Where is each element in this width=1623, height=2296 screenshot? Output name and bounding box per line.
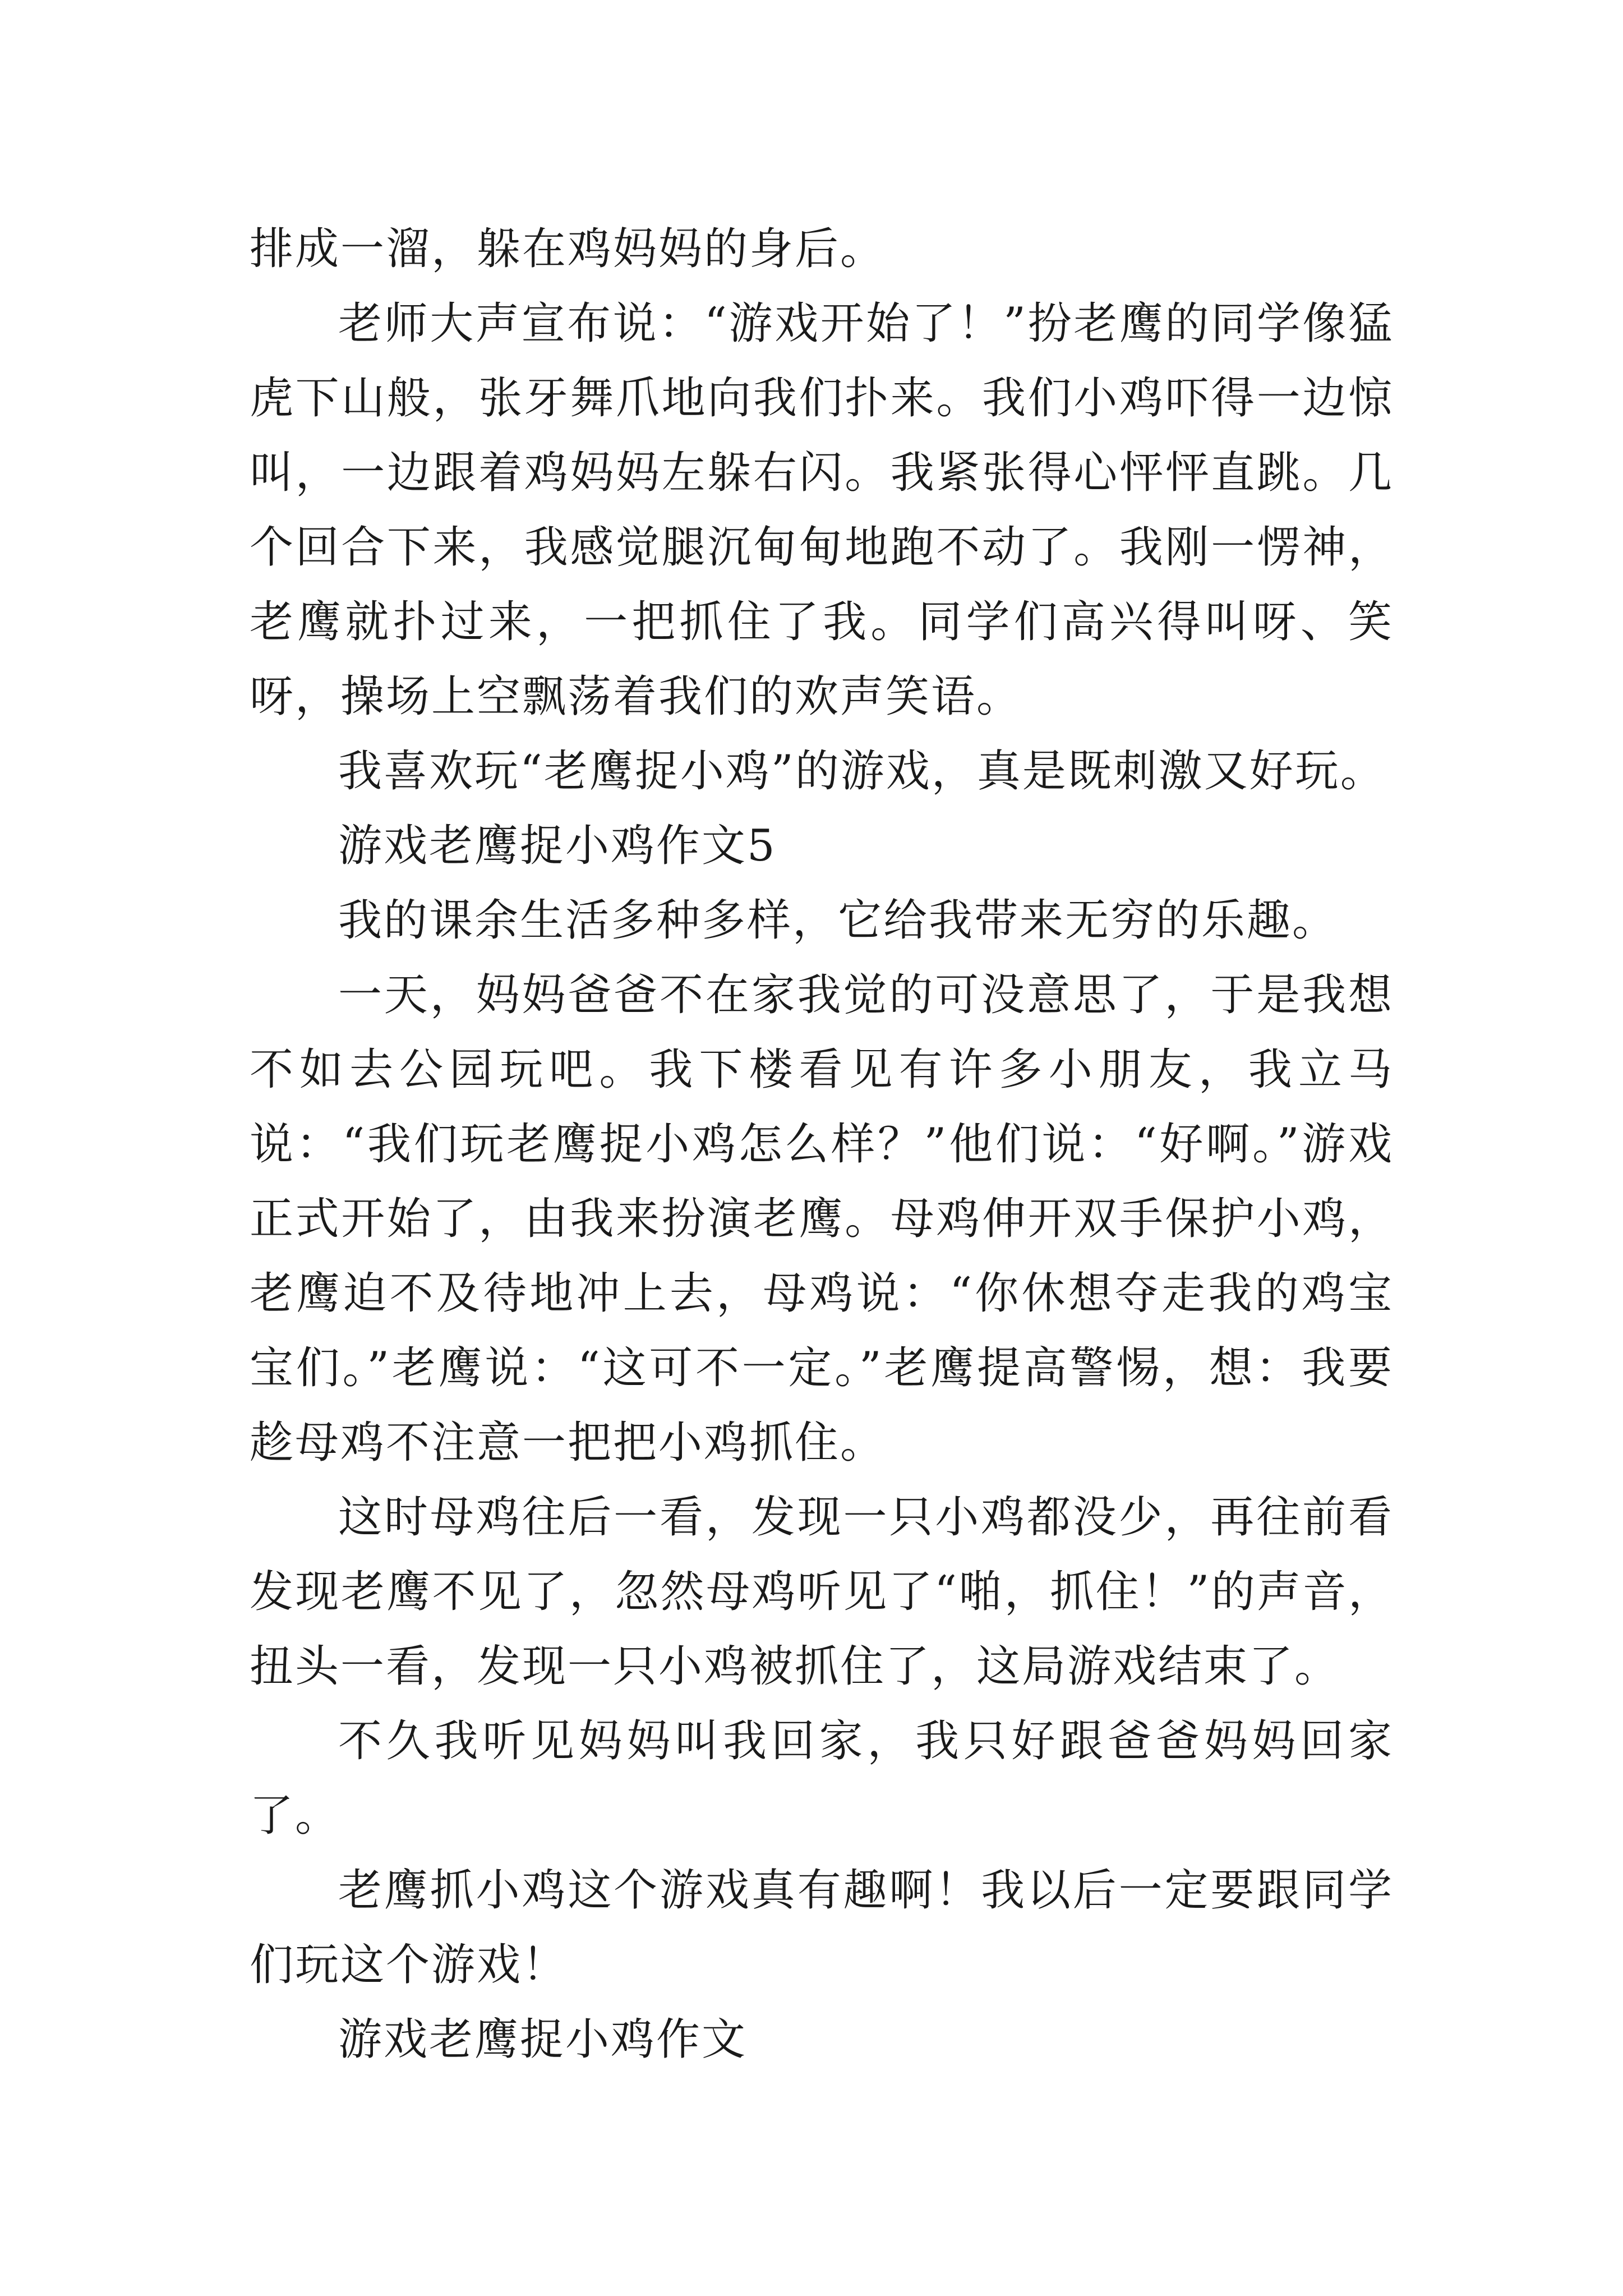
essay-title-5: 游戏老鹰捉小鸡作文5 xyxy=(338,821,777,871)
paragraph-go-home: 不久我听见妈妈叫我回家，我只好跟爸爸妈妈回家了。 xyxy=(250,1716,1394,1841)
paragraph-intro: 我的课余生活多种多样，它给我带来无穷的乐趣。 xyxy=(338,895,1338,946)
paragraph-caught: 这时母鸡往后一看，发现一只小鸡都没少，再往前看发现老鹰不见了，忽然母鸡听见了“啪，抓住！”的声音，扭头一看，发现一只小鸡被抓住了，这局游戏结束了。 xyxy=(250,1492,1394,1692)
paragraph-conclusion: 我喜欢玩“老鹰捉小鸡”的游戏，真是既刺激又好玩。 xyxy=(338,746,1386,797)
document-body xyxy=(250,212,1394,2077)
essay-title: 游戏老鹰捉小鸡作文 xyxy=(338,2014,748,2065)
paragraph-fun: 老鹰抓小鸡这个游戏真有趣啊！我以后一定要跟同学们玩这个游戏！ xyxy=(250,1865,1394,1990)
paragraph-park: 一天，妈妈爸爸不在家我觉的可没意思了，于是我想不如去公园玩吧。我下楼看见有许多小朋友，我立马说：“我们玩老鹰捉小鸡怎么样？”他们说：“好啊。”游戏正式开始了，由我来扮演老鹰。母鸡伸开双手保护小鸡，老鹰迫不及待地冲上去，母鸡说：“你休想夺走我的鸡宝宝们。”老鹰说：“这可不一定。”老鹰提高警惕，想：我要趁母鸡不注意一把把小鸡抓住。 xyxy=(250,970,1394,1468)
paragraph-game-start: 老师大声宣布说：“游戏开始了！”扮老鹰的同学像猛虎下山般，张牙舞爪地向我们扑来。我们小鸡吓得一边惊叫，一边跟着鸡妈妈左躲右闪。我紧张得心怦怦直跳。几个回合下来，我感觉腿沉甸甸地跑不动了。我刚一愣神，老鹰就扑过来，一把抓住了我。同学们高兴得叫呀、笑呀，操场上空飘荡着我们的欢声笑语。 xyxy=(250,298,1394,722)
paragraph-continuation: 排成一溜，躲在鸡妈妈的身后。 xyxy=(250,224,886,274)
